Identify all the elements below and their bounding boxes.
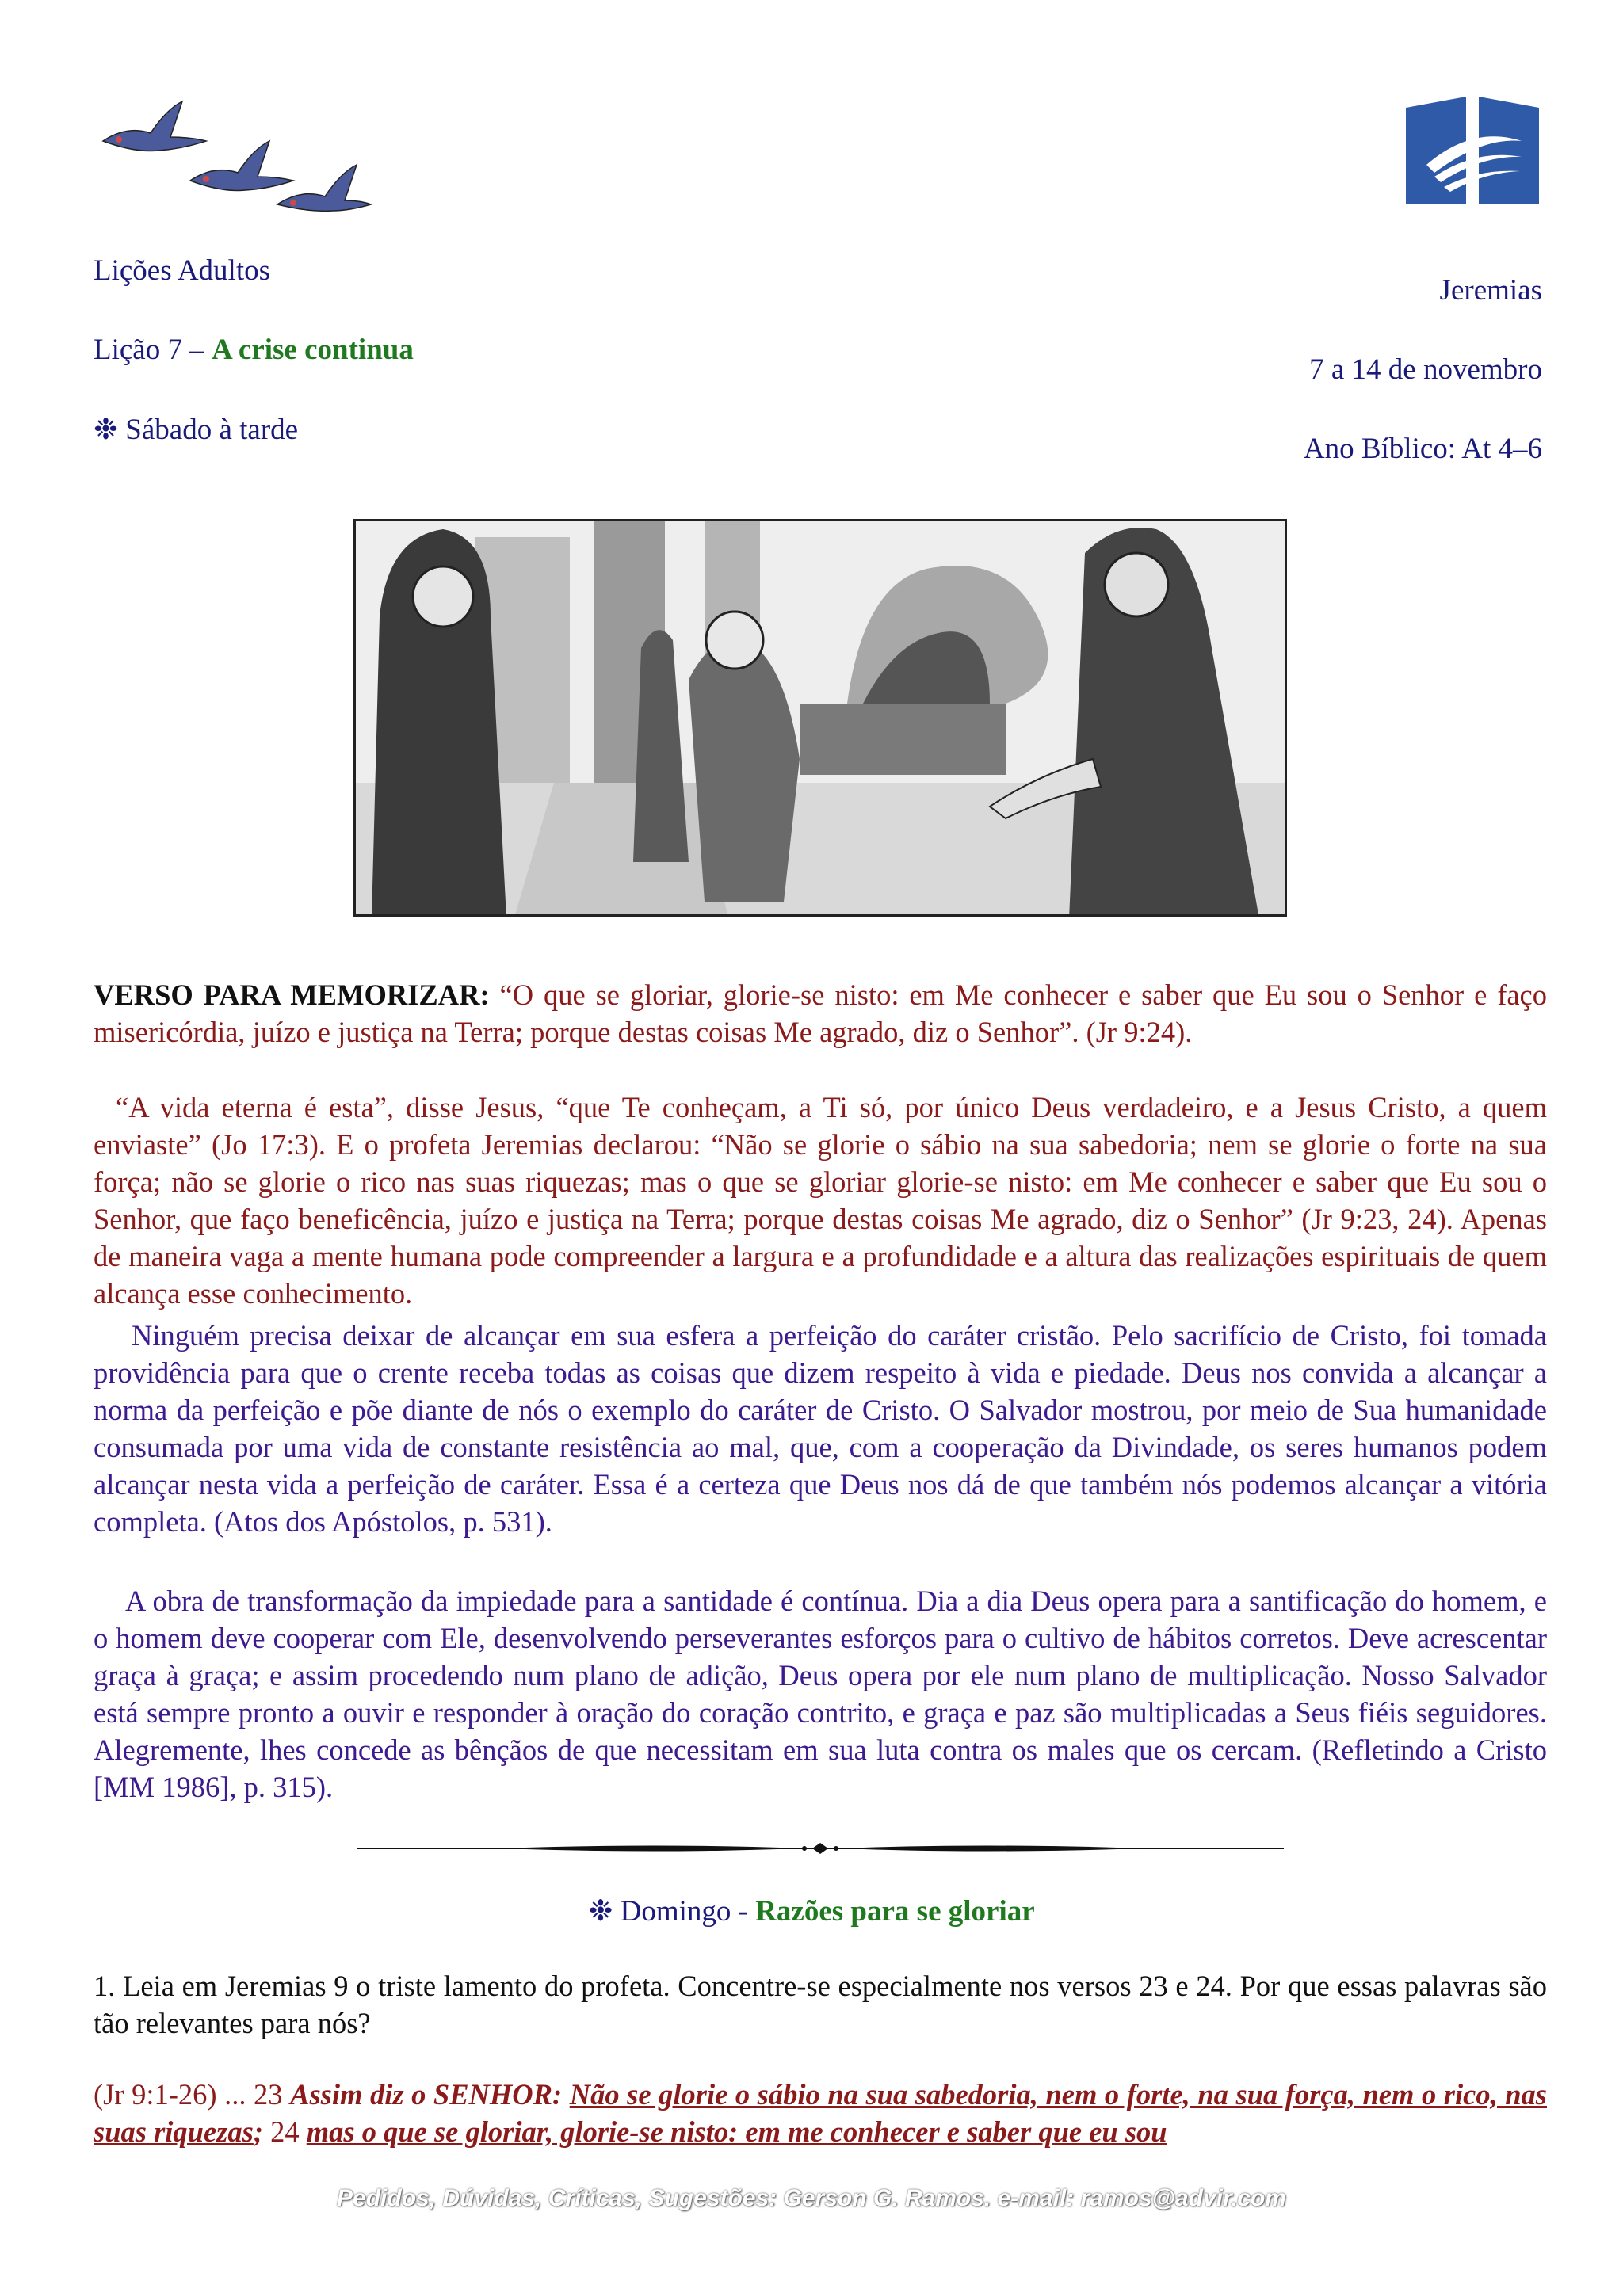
series-label: Lições Adultos <box>94 254 271 287</box>
day-heading <box>94 412 298 447</box>
memory-verse-text: “O que se gloriar, glorie-se nisto: em Me conhecer e saber que Eu sou o Senhor e faço misericórdia, juízo e justiça na Terra; porque destas coisas Me agrado, diz o Senhor”. (Jr 9:24). <box>94 978 1548 1048</box>
lesson-number: Lição 7 – <box>94 334 212 366</box>
birds-illustration <box>95 93 372 212</box>
paragraph-1: “A vida eterna é esta”, disse Jesus, “que Te conheçam, a Ti só, por único Deus verdadeiro, e a Jesus Cristo, a quem enviaste” (Jo 17:3). E o profeta Jeremias declarou: “Não se glorie o sábio na sua sabedoria; nem se glorie o forte na sua força; não se glorie o rico nas suas riquezas; mas o que se gloriar glorie-se nisto: em Me conhecer e saber que Eu sou o Senhor, que faço beneficência, juízo e justiça na Terra; porque destas coisas Me agrado, diz o Senhor” (Jr 9:23, 24). Apenas de maneira vaga a mente humana pode compreender a largura e a profundidade e a altura das realizações espirituais de quem alcança esse conhecimento. <box>94 1091 1547 1310</box>
day-label: Sábado à tarde <box>125 414 299 446</box>
memory-verse <box>94 976 1547 1051</box>
verse-24-number: 24 <box>263 2115 307 2148</box>
paragraph-3: A obra de transformação da impiedade para a santidade é contínua. Dia a dia Deus opera para a santificação do homem, e o homem deve cooperar com Ele, desenvolvendo perseverantes esforços para o cultivo de hábitos corretos. Deve acrescentar graça à graça; e assim procedendo num plano de adição, Deus opera por ele num plano de multiplicação. Nosso Salvador está sempre pronto a ouvir e responder à oração do coração contrito, e graça e paz são multiplicadas a Seus fiéis seguidores. Alegremente, lhes concede as bênçãos de que necessitam em sua luta contra os males que os cercam. (Refletindo a Cristo [MM 1986], p. 315). <box>94 1585 1547 1803</box>
verse-23: Não se glorie o sábio na sua sabedoria, nem o forte, na sua força, nem o rico, nas suas riquezas <box>94 2078 1548 2148</box>
ornamental-divider <box>357 1836 1284 1860</box>
flower-icon: ❉ <box>588 1895 613 1928</box>
verse-23-end: ; <box>253 2115 263 2148</box>
section-separator: - <box>731 1895 756 1928</box>
paragraph-2: Ninguém precisa deixar de alcançar em sua esfera a perfeição do caráter cristão. Pelo sacrifício de Cristo, foi tomada providência para que o crente receba todas as coisas que dizem respeito à vida e piedade. Deus nos convida a alcançar a norma da perfeição e põe diante de nós o exemplo do caráter de Cristo. O Salvador mostrou, por meio de Sua humanidade consumada por uma vida de constante resistência ao mal, que, com a cooperação da Divindade, os seres humanos podem alcançar nesta vida a perfeição de caráter. Essa é a certeza que Deus nos dá de que também nós podemos alcançar a vitória completa. (Atos dos Apóstolos, p. 531). <box>94 1319 1547 1538</box>
book-label: Jeremias <box>1439 274 1542 307</box>
section-heading <box>0 1894 1623 1928</box>
section-title: Razões para se gloriar <box>755 1895 1035 1928</box>
scripture-space <box>562 2078 570 2111</box>
scripture-intro: Assim diz o SENHOR: <box>290 2078 563 2111</box>
memory-verse-label: VERSO PARA MEMORIZAR: <box>94 978 490 1011</box>
scripture-reference: (Jr 9:1-26) ... 23 <box>94 2078 291 2111</box>
contact-footer: Pedidos, Dúvidas, Críticas, Sugestões: Gerson G. Ramos. e-mail: ramos@advir.com <box>337 2185 1286 2211</box>
verse-24: mas o que se gloriar, glorie-se nisto: em me conhecer e saber que eu sou <box>306 2115 1167 2148</box>
scripture-passage <box>94 2076 1547 2150</box>
church-logo <box>1403 93 1542 209</box>
flower-icon: ❉ <box>94 414 119 446</box>
bible-year: Ano Bíblico: At 4–6 <box>1303 433 1542 465</box>
section-day: Domingo <box>620 1895 731 1928</box>
lesson-heading <box>94 333 414 367</box>
date-range: 7 a 14 de novembro <box>1309 353 1542 386</box>
study-question: 1. Leia em Jeremias 9 o triste lamento do profeta. Concentre-se especialmente nos versos 23 e 24. Por que essas palavras são tão relevantes para nós? <box>94 1970 1547 2039</box>
lesson-title: A crise continua <box>211 334 414 366</box>
lesson-illustration <box>353 519 1287 917</box>
